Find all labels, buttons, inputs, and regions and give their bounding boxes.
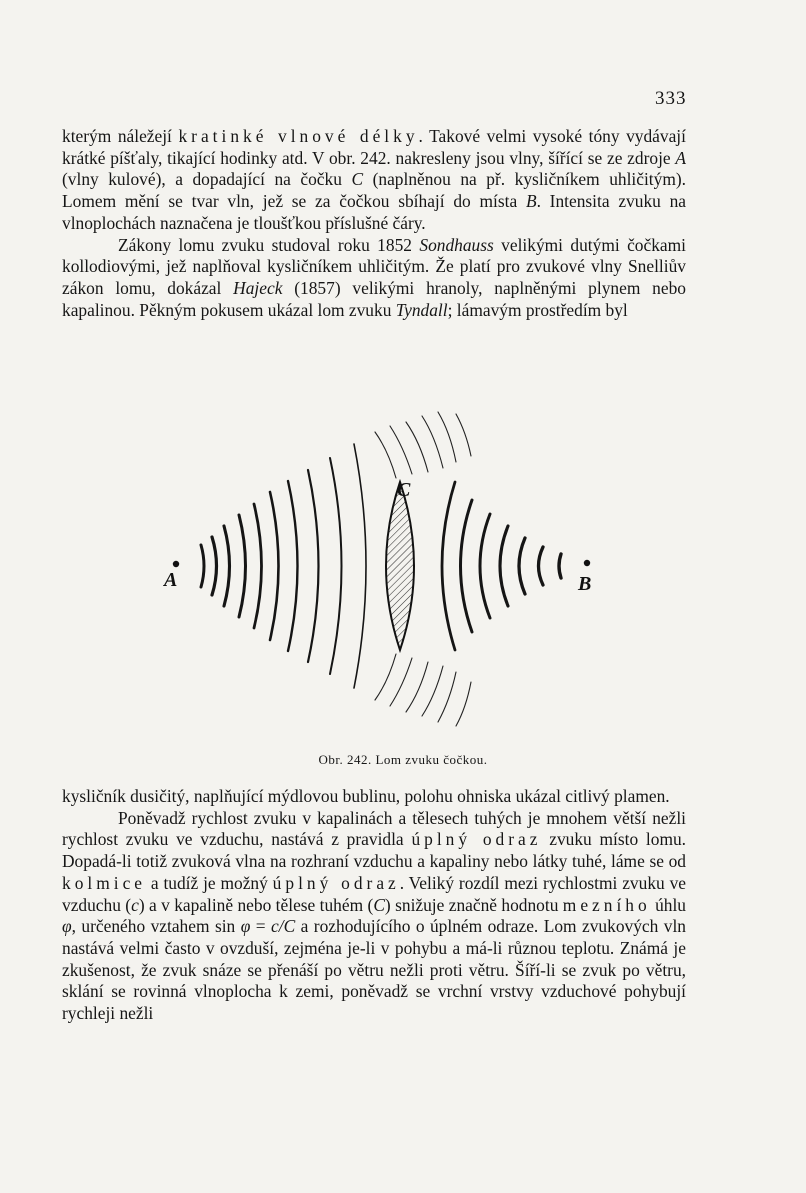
text-block-bottom	[62, 786, 686, 1025]
wave-fragment	[422, 416, 443, 468]
text-run: . Veliký rozdíl mezi rychlostmi zvuku ve vzduchu (	[62, 872, 686, 915]
italic-text: A	[675, 147, 686, 168]
wave-fragment	[456, 682, 471, 726]
wave-fragment	[390, 426, 412, 474]
wave-arc	[330, 458, 342, 674]
text-run: velikými dutými čočkami kollodiovými, jež naplňoval kysličníkem uhličitým. Že platí pro zvukové vlny Snelliův zákon lomu, dokázal	[62, 234, 686, 298]
text-run: zvuku místo lomu. Dopadá-li totiž zvuková vlna na rozhraní vzduchu a kapaliny nebo látky tuhé, láme se od	[62, 829, 687, 872]
text-run: . Intensita zvuku na vlnoplochách naznačena je tloušťkou příslušné čáry.	[62, 191, 687, 233]
wave-arc	[239, 515, 246, 617]
wave-arc	[354, 444, 366, 688]
text-run: Zákony lomu zvuku studoval roku 1852	[118, 234, 420, 255]
text-run: =	[250, 916, 272, 937]
text-run: a rozhodujícího o úplném odraze. Lom zvukových vln nastává velmi často v ovzduší, zejména je-li v pohybu a má-li různou teplotu. Známá je zkušenost, že zvuk snáze se přenáší po větru nežli proti větru. Šíří-li se zvuk po větru, sklání se rovinná vlnoplocha k zemi, poněvadž se vrchní vrstvy vzduchové pohybují rychleji nežli	[62, 916, 686, 1024]
wave-arc	[288, 481, 298, 651]
refracted-waves	[442, 482, 561, 650]
italic-text: C	[373, 894, 385, 915]
paragraph	[62, 786, 686, 808]
wave-fragment	[456, 414, 471, 456]
wave-arc	[201, 545, 204, 587]
wave-arc	[480, 514, 490, 618]
wave-fragment	[375, 654, 396, 700]
italic-text: Sondhauss	[419, 234, 494, 255]
wave-arc	[500, 526, 508, 606]
text-run: (naplněnou na př. kysličníkem uhličitým). Lomem mění se tvar vln, jež se za čočkou sbíhají do místa	[62, 169, 686, 212]
wave-arc	[461, 500, 473, 632]
wave-arc	[539, 547, 544, 585]
paragraph	[62, 126, 686, 235]
paragraph	[62, 808, 686, 1025]
text-run: (1857) velikými hranoly, naplněnými plynem nebo kapalinou. Pěkným pokusem ukázal lom zvuku	[62, 277, 686, 320]
wave-fragment	[406, 662, 428, 712]
wave-arc	[519, 538, 525, 594]
text-run: úhlu	[650, 894, 686, 915]
page-number: 333	[655, 88, 687, 109]
italic-text: c	[131, 894, 139, 915]
refraction-figure	[150, 396, 650, 736]
label-b: B	[578, 573, 592, 595]
italic-text: φ	[240, 916, 251, 937]
italic-text: φ	[62, 916, 72, 937]
wave-arc	[254, 504, 262, 628]
text-run: kysličník dusičitý, naplňující mýdlovou bublinu, polohu ohniska ukázal citlivý plamen.	[62, 786, 670, 806]
wave-arc	[559, 554, 561, 578]
text-run: . Takové velmi vysoké tóny vydávají krátké píšťaly, tikající hodinky atd. V obr. 242. nakresleny jsou vlny, šířící se ze zdroje	[62, 126, 686, 168]
spaced-emphasis-text: úplný odraz	[272, 872, 400, 893]
figure-caption: Obr. 242. Lom zvuku čočkou.	[318, 752, 488, 767]
focus-point-b	[584, 560, 590, 566]
label-c: C	[397, 479, 411, 501]
italic-text: B	[525, 191, 537, 212]
text-run: a tudíž je možný	[146, 872, 273, 893]
italic-text: Tyndall	[395, 299, 448, 320]
wave-arc	[442, 482, 455, 650]
wave-fragment	[375, 432, 396, 478]
text-run: ) a v kapalině nebo tělese tuhém (	[138, 894, 374, 915]
text-run: kterým náležejí	[62, 126, 179, 146]
spaced-emphasis-text: úplný odraz	[411, 829, 542, 850]
spaced-emphasis-text: mezního	[562, 894, 651, 915]
wave-arc	[270, 492, 279, 640]
italic-text: c/C	[271, 916, 296, 937]
wave-fragment	[438, 672, 456, 722]
text-block-top	[62, 126, 686, 321]
text-run: (vlny kulové), a dopadající na čočku	[62, 169, 352, 190]
text-run: Poněvadž rychlost zvuku v kapalinách a tělesech tuhých je mnohem větší nežli rychlost zvuku ve vzduchu, nastává z pravidla	[62, 807, 686, 850]
wave-arc	[212, 537, 217, 595]
incident-waves	[201, 444, 366, 688]
wave-arc	[224, 526, 230, 606]
spaced-emphasis-text: kolmice	[62, 872, 147, 893]
text-run: ) snižuje značně hodnotu	[384, 894, 563, 915]
text-run: , určeného vztahem sin	[71, 916, 241, 937]
spaced-emphasis-text: kratinké vlnové délky	[178, 126, 419, 146]
text-run: ; lámavým prostředím byl	[447, 299, 628, 320]
italic-text: C	[351, 169, 364, 190]
wave-fragment	[390, 658, 412, 706]
wave-arc	[308, 470, 319, 662]
lens-c	[386, 482, 414, 650]
wave-fragment	[438, 412, 456, 462]
italic-text: Hajeck	[233, 277, 283, 298]
source-point-a	[173, 561, 179, 567]
paragraph	[62, 235, 686, 322]
label-a: A	[164, 569, 178, 591]
